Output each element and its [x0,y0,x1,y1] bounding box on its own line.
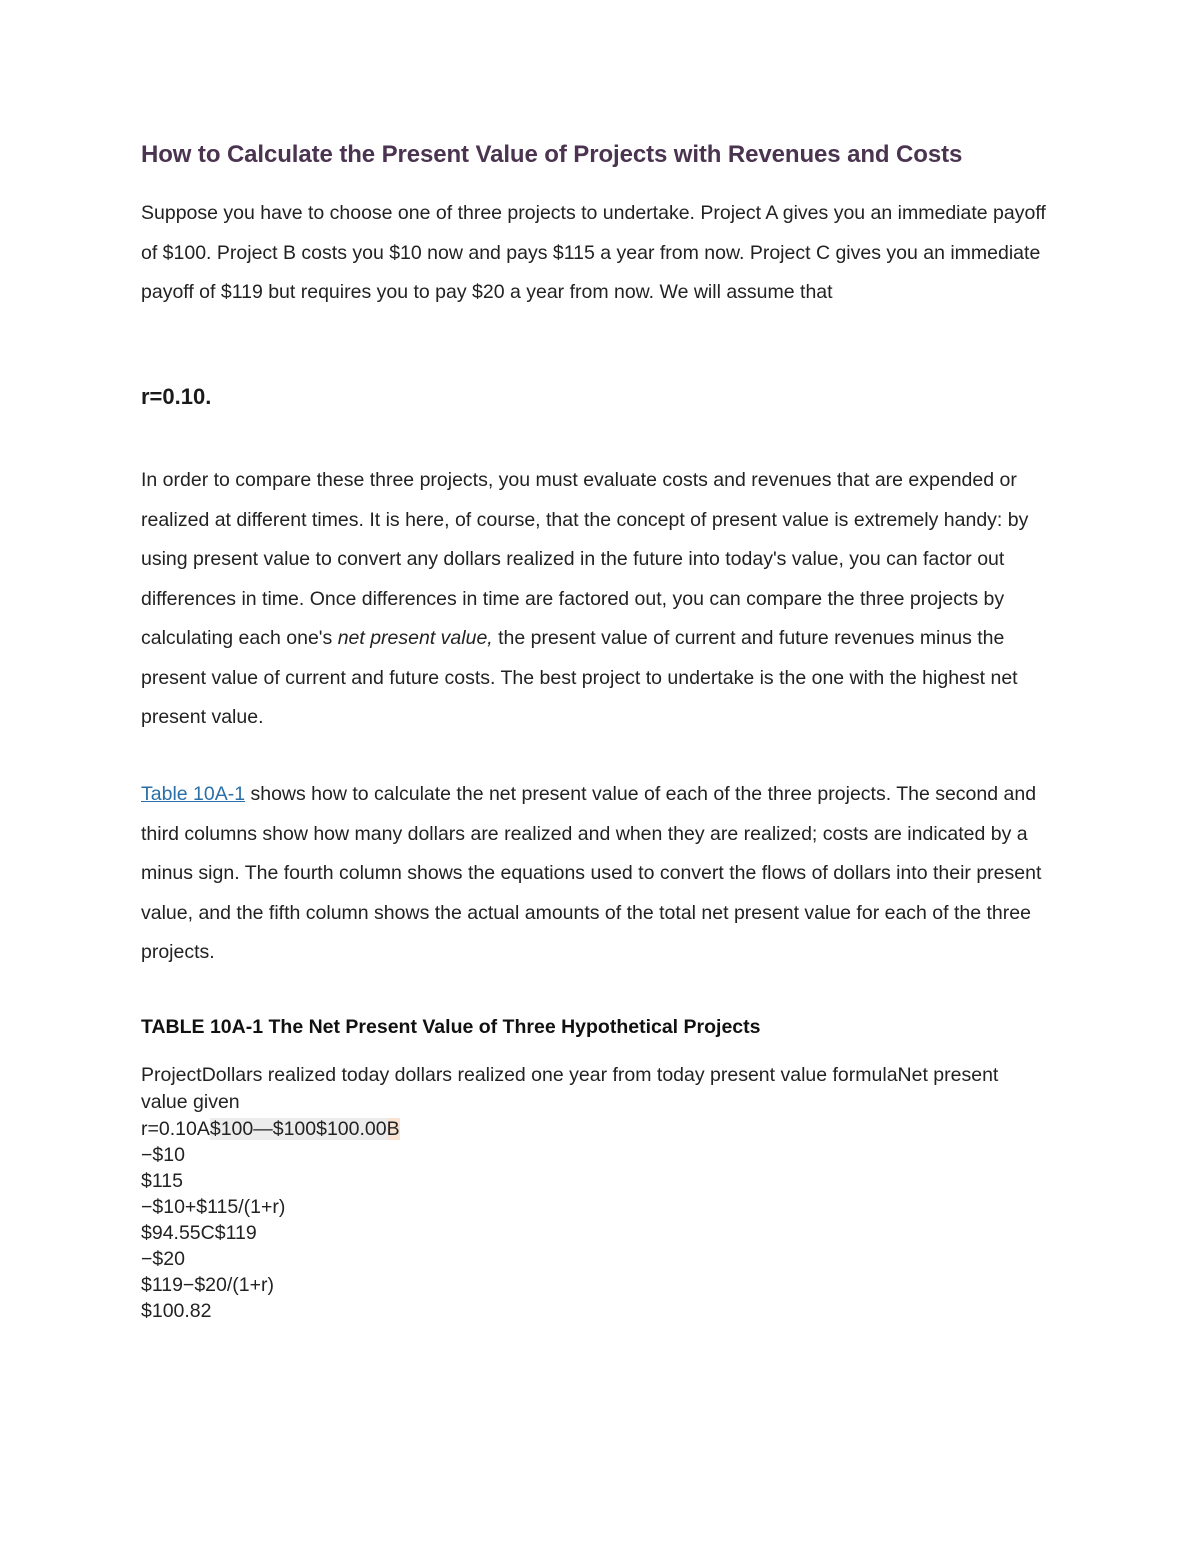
table-row: $119−$20/(1+r) [141,1274,274,1296]
intro-paragraph: Suppose you have to choose one of three projects to undertake. Project A gives you an immediate payoff of $100. Project B costs you $10 now and pays $115 a year from now. Project C gives you an immediate payoff of $119 but requires you to pay $20 a year from now. We will assume that [141,202,1046,303]
table-row: −$20 [141,1248,185,1270]
page-title: How to Calculate the Present Value of Projects with Revenues and Costs [141,141,963,168]
table-row [141,1116,1041,1142]
table-description-text: shows how to calculate the net present value of each of the three projects. The second and third columns show how many dollars are realized and when they are realized; costs are indicated by a minus sign. The fourth column shows the equations used to convert the flows of dollars into their present value, and the fifth column shows the actual amounts of the total net present value for each of the three projects. [141,783,1042,963]
table-cell-highlighted: $100—$100$100.00 [209,1118,387,1140]
table-description-paragraph [141,775,1061,973]
table-title: TABLE 10A-1 The Net Present Value of Three Hypothetical Projects [141,1016,761,1038]
table-row: $94.55C$119 [141,1222,257,1244]
table-row: −$10+$115/(1+r) [141,1196,286,1218]
table-row: $100.82 [141,1300,212,1322]
table-cell: r=0.10A [141,1118,210,1140]
table-row: −$10 [141,1144,185,1166]
table-row: $115 [141,1170,183,1192]
comparison-text-after: the present value of current and future revenues minus the present value of current and future costs. The best project to undertake is the one with the highest net present value. [141,627,1018,728]
table-header-row: ProjectDollars realized today dollars realized one year from today present value formulaNet present value given [141,1064,999,1113]
comparison-text-before: In order to compare these three projects, you must evaluate costs and revenues that are expended or realized at different times. It is here, of course, that the concept of present value is extremely handy: by using present value to convert any dollars realized in the future into today's value, you can factor out differences in time. Once differences in time are factored out, you can compare the three projects by calculating each one's [141,469,1029,649]
interest-rate-equation: r=0.10. [141,384,212,409]
npv-table [141,1062,1041,1324]
table-cell-highlighted-orange: B [386,1118,400,1140]
net-present-value-term: net present value, [337,627,493,649]
table-10a-1-link[interactable]: Table 10A-1 [141,783,246,805]
comparison-paragraph [141,461,1061,738]
